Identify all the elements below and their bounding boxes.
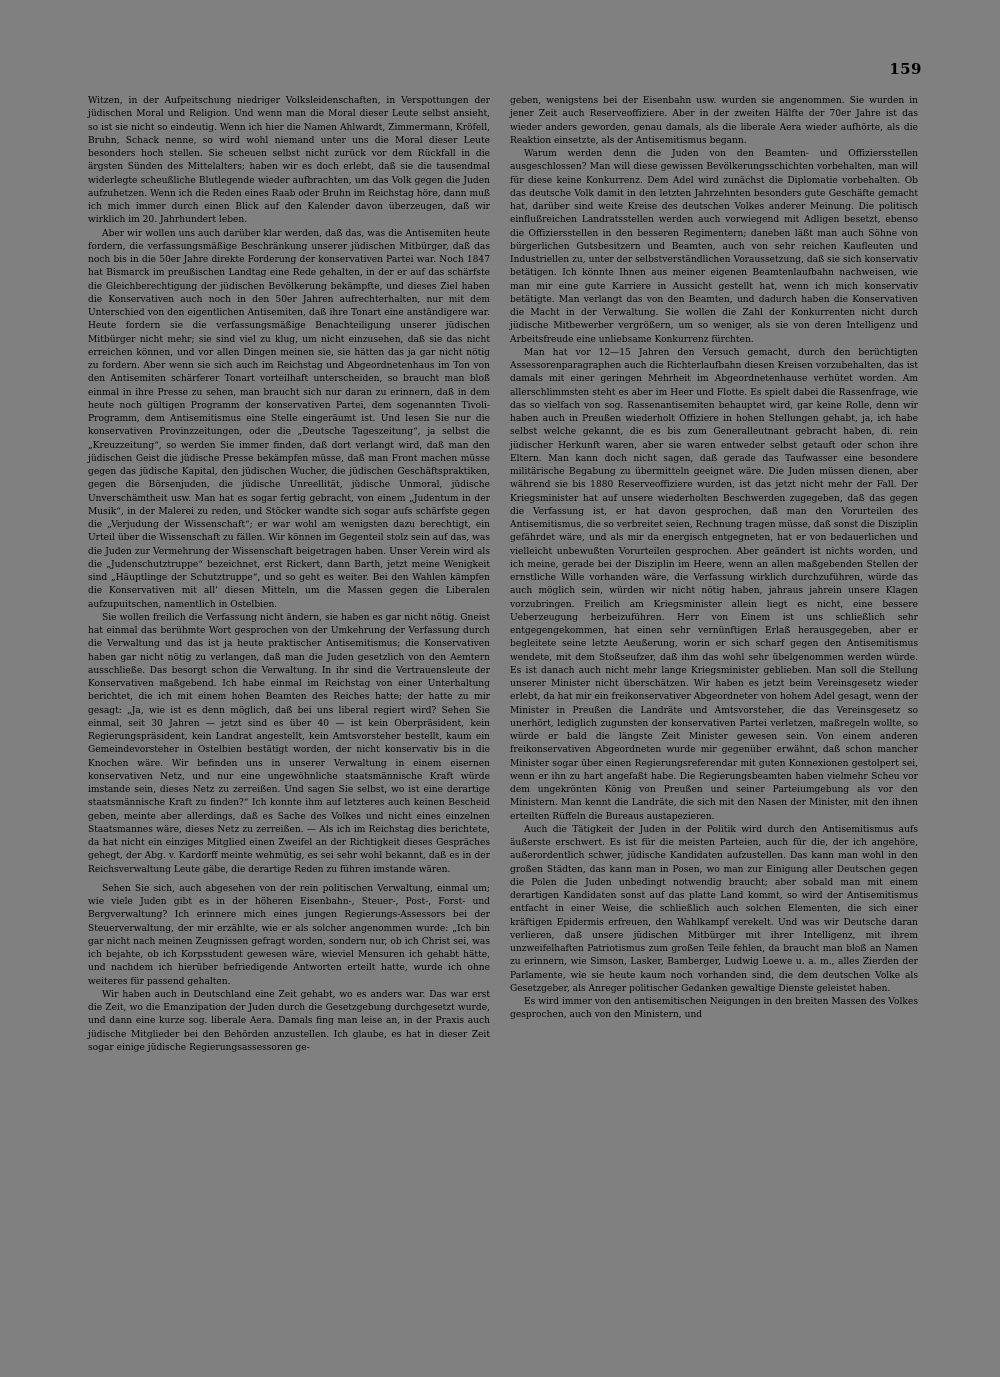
right-column	[510, 95, 918, 1023]
paragraph: Man hat vor 12—15 Jahren den Versuch gemacht, durch den berüchtigten Assessorenparagraphen auch die Richterlaufbahn diesen Kreisen vorzubehalten, das ist damals mit einer geringen Mehrheit im Abgeordnetenhause verhütet worden. Am allerschlimmsten steht es aber im Heer und Flotte. Es spielt dabei die Rassenfrage, wie das so vielfach von sog. Rassenantisemiten behauptet wird, gar keine Rolle, denn wir haben auch in Preußen wiederholt Offiziere in hohen Stellungen gehabt, ja, ich habe selbst welche gekannt, die es bis zum Generalleutnant gebracht haben, di. rein jüdischer Herkunft waren, aber sie waren entweder selbst getauft oder schon ihre Eltern. Man kann doch nicht sagen, daß gerade das Taufwasser eine besondere militärische Begabung zu übermitteln geeignet wäre. Die Juden müssen dienen, aber während sie bis 1880 Reserveoffiziere wurden, ist das jetzt nicht mehr der Fall. Der Kriegsminister hat auf unsere wiederholten Beschwerden zugegeben, daß das gegen die Verfassung ist, er hat davon gesprochen, daß man den Vorurteilen des Antisemitismus, die so verbreitet seien, Rechnung tragen müsse, daß sonst die Disziplin gefährdet wäre, und als mir da energisch entgegneten, hat er von bedauerlichen und vielleicht unbewußten Vorurteilen gesprochen. Aber geändert ist nichts worden, und ich meine, gerade bei der Disziplin im Heere, wenn an allen maßgebenden Stellen der ernstliche Wille vorhanden wäre, die Verfassung wirklich durchzuführen, würde das auch möglich sein, würden wir nicht nötig haben, jahraus jahrein unsere Klagen vorzubringen. Freilich am Kriegsminister allein liegt es nicht, eine bessere Ueberzeugung herbeizuführen. Herr von Einem ist uns schließlich sehr entgegengekommen, hat einen sehr vernünftigen Erlaß herausgegeben, aber er begleitete seine letzte Aeußerung, worin er sich scharf gegen den Antisemitismus wendete, mit dem Stoßseufzer, daß ihm das wohl sehr übelgenommen werden würde. Es ist danach auch nicht mehr lange Kriegsminister geblieben. Man soll die Stellung unserer Minister nicht überschätzen. Wir haben es jetzt beim Vereinsgesetz wieder erlebt, da hat mir ein freikonservativer Abgeordneter von hohem Adel gesagt, wenn der Minister in Preußen die Landräte und Amtsvorsteher, die das Vereinsgesetz so unerhört, lediglich zugunsten der konservativen Partei verletzen, maßregeln wollte, so würde er bald die längste Zeit Minister gewesen sein. Von einem anderen freikonservativen Abgeordneten wurde mir gegenüber erwähnt, daß schon mancher Minister sogar über einen Regierungsreferendar mit guten Konnexionen gestolpert sei, wenn er ihn zu hart angefaßt habe. Die Regierungsbeamten haben vielmehr Scheu vor dem ungekrönten König von Preußen und seiner Parteiumgebung als vor den Ministern. Man kennt die Landräte, die sich mit den Nasen der Minister, mit den ihnen erteilten Rüffeln die Bureaus austapezieren.	[510, 347, 918, 822]
paragraph: Aber wir wollen uns auch darüber klar werden, daß das, was die Antisemiten heute fordern, die verfassungsmäßige Beschränkung unserer jüdischen Mitbürger, daß das noch bis in die 50er Jahre direkte Forderung der konservativen Partei war. Noch 1847 hat Bismarck im preußischen Landtag eine Rede gehalten, in der er auf das schärfste die Gleichberechtigung der jüdischen Bevölkerung bekämpfte, und dieses Ziel haben die Konservativen auch noch in den 50er Jahren aufrechterhalten, nur mit dem Unterschied von den eigentlichen Antisemiten, daß ihre Tonart eine anständigere war. Heute fordern sie die verfassungsmäßige Benachteiligung unserer jüdischen Mitbürger nicht mehr; sie sind viel zu klug, um nicht einzusehen, daß sie das nicht erreichen können, und vor allen Dingen meinen sie, sie hätten das ja gar nicht nötig zu fordern. Aber wenn sie sich auch im Reichstag und Abgeordnetenhaus im Ton von den Antisemiten schärferer Tonart vorteilhaft unterscheiden, so braucht man bloß einmal in ihre Presse zu sehen, man braucht sich nur daran zu erinnern, daß in dem heute noch gültigen Programm der konservativen Partei, dem sogenannten Tivoli-Programm, dem Antisemitismus eine Stelle eingeräumt ist. Und lesen Sie nur die konservativen Provinzzeitungen, oder die „Deutsche Tageszeitung“, ja selbst die „Kreuzzeitung“, so werden Sie immer finden, daß dort verlangt wird, daß man den jüdischen Geist die jüdische Presse bekämpfen müsse, daß man Front machen müsse gegen das jüdische Kapital, den jüdischen Wucher, die jüdischen Geschäftspraktiken, gegen die Börsenjuden, die jüdische Unreellität, jüdische Unmoral, jüdische Unverschämtheit usw. Man hat es sogar fertig gebracht, von einem „Judentum in der Musik“, in der Malerei zu reden, und Stöcker wandte sich sogar aufs schärfste gegen die „Verjudung der Wissenschaft“; er war wohl am wenigsten dazu berechtigt, ein Urteil über die Wissenschaft zu fällen. Wir können im Gegenteil stolz sein auf das, was die Juden zur Vermehrung der Wissenschaft beigetragen haben. Unser Verein wird als die „Judenschutztruppe“ bezeichnet, erst Rickert, dann Barth, jetzt meine Wenigkeit sind „Häuptlinge der Schutztruppe“, und so geht es weiter. Bei den Wahlen kämpfen die Konservativen mit all' diesen Mitteln, um die Massen gegen die Liberalen aufzupuitschen, namentlich in Ostelbien.	[88, 228, 490, 610]
paragraph: Sie wollen freilich die Verfassung nicht ändern, sie haben es gar nicht nötig. Gneist hat einmal das berühmte Wort gesprochen von der Umkehrung der Verfassung durch die Verwaltung und das ist ja heute praktischer Antisemitismus; die Konservativen haben gar nicht nötig zu verlangen, daß man die Juden gesetzlich von den Aemtern ausschließe. Das besorgt schon die Verwaltung. In ihr sind die Vertrauensleute der Konservativen maßgebend. Ich habe einmal im Reichstag von einer Unterhaltung berichtet, die ich mit einem hohen Beamten des Reiches hatte; der hatte zu mir gesagt: „Ja, wie ist es denn möglich, daß bei uns liberal regiert wird? Sehen Sie einmal, seit 30 Jahren — jetzt sind es über 40 — ist kein Oberpräsident, kein Regierungspräsident, kein Landrat angestellt, kein Amtsvorsteher bestellt, kaum ein Gemeindevorsteher in Ostelbien bestätigt worden, der nicht konservativ bis in die Knochen wäre. Wir befinden uns in unserer Verwaltung in einem eisernen konservativen Netz, und nur eine ungewöhnliche staatsmännische Kraft würde imstande sein, dieses Netz zu zerreißen. Und sagen Sie selbst, wo ist eine derartige staatsmännische Kraft zu finden?“ Ich konnte ihm auf letzteres auch keinen Bescheid geben, meinte aber allerdings, daß es Sache des Volkes und nicht eines einzelnen Staatsmannes wäre, dieses Netz zu zerreißen. — Als ich im Reichstag dies berichtete, da hat nicht ein einziges Mitglied einen Zweifel an der Richtigkeit dieses Gespräches gehegt, der Abg. v. Kardorff meinte wehmütig, es sei sehr wohl bekannt, daß es in der Reichsverwaltung Leute gäbe, die derartige Reden zu führen imstande wären.	[88, 612, 490, 875]
paragraph: Witzen, in der Aufpeitschung niedriger Volksleidenschaften, in Verspottungen der jüdischen Moral und Religion. Und wenn man die Moral dieser Leute selbst ansieht, so ist sie nicht so eindeutig. Wenn ich hier die Namen Ahlwardt, Zimmermann, Kröfell, Bruhn, Schack nenne, so wird wohl niemand unter uns die Moral dieser Leute besonders hoch stellen. Sie scheuen selbst nicht zurück vor dem Rückfall in die ärgsten Sünden des Mittelalters; haben wir es doch erlebt, daß sie die tausendmal widerlegte scheußliche Blutlegende wieder aufbrachten, um das Volk gegen die Juden aufzuhetzen. Wenn ich die Reden eines Raab oder Bruhn im Reichstag höre, dann muß ich mich immer durch einen Blick auf den Kalender davon überzeugen, daß wir wirklich im 20. Jahrhundert leben.	[88, 96, 490, 226]
paragraph: Wir haben auch in Deutschland eine Zeit gehabt, wo es anders war. Das war erst die Zeit, wo die Emanzipation der Juden durch die Gesetzgebung durchgesetzt wurde, und dann eine kurze sog. liberale Aera. Damals fing man leise an, in der Praxis auch jüdische Mitglieder bei den Behörden anzustellen. Ich glaube, es hat in dieser Zeit sogar einige jüdische Regierungsassessoren ge-	[88, 989, 490, 1053]
paragraph: Auch die Tätigkeit der Juden in der Politik wird durch den Antisemitismus aufs äußerste erschwert. Es ist für die meisten Parteien, auch für die, der ich angehöre, außerordentlich schwer, jüdische Kandidaten aufzustellen. Das kann man wohl in den großen Städten, das kann man in Posen, wo man zur Einigung aller Deutschen gegen die Polen die Juden unbedingt notwendig braucht; aber sobald man mit einem derartigen Kandidaten sonst auf das platte Land kommt, so wird der Antisemitismus entfacht in einer Weise, die schließlich auch solchen Elementen, die sich einer kräftigen Epidermis erfreuen, den Wahlkampf verekelt. Und was wir Deutsche daran verlieren, daß unsere jüdischen Mitbürger mit ihrer Intelligenz, mit ihrem unzweifelhaften Patriotismus zum großen Teile fehlen, da braucht man bloß an Namen zu erinnern, wie Simson, Lasker, Bamberger, Ludwig Loewe u. a. m., alles Zierden der Parlamente, wie sie heute kaum noch vorhanden sind, die dem deutschen Volke als Gesetzgeber, als Anreger politischer Gedanken gewaltige Dienste geleistet haben.	[510, 824, 918, 994]
paragraph: Es wird immer von den antisemitischen Neigungen in den breiten Massen des Volkes gesprochen, auch von den Ministern, und	[510, 997, 918, 1021]
page-number: 159	[889, 60, 922, 78]
paragraph: Warum werden denn die Juden von den Beamten- und Offiziersstellen ausgeschlossen? Man will diese gewissen Bevölkerungsschichten vorbehalten, man will für diese keine Konkurrenz. Dem Adel wird zunächst die Diplomatie vorbehalten. Ob das deutsche Volk damit in den letzten Jahrzehnten besonders gute Geschäfte gemacht hat, darüber sind weite Kreise des deutschen Volkes anderer Meinung. Die politisch einflußreichen Landratsstellen werden auch vorwiegend mit Adligen besetzt, ebenso die Offiziersstellen in den besseren Regimentern; daneben läßt man auch Söhne von bürgerlichen Gutsbesitzern und Beamten, auch von sehr reichen Kaufleuten und Industriellen zu, unter der selbstverständlichen Voraussetzung, daß sie sich konservativ betätigen. Ich könnte Ihnen aus meiner eigenen Beamtenlaufbahn nachweisen, wie man mir eine gute Karriere in Aussicht gestellt hat, wenn ich mich konservativ betätigte. Man verlangt das von den Beamten, und dadurch haben die Konservativen die Macht in der Verwaltung. Sie wollen die Zahl der Konkurrenten nicht durch jüdische Mitbewerber vergrößern, um so weniger, als sie von deren Intelligenz und Arbeitsfreude eine unliebsame Konkurrenz fürchten.	[510, 149, 918, 345]
left-column	[88, 95, 490, 1055]
paragraph: Sehen Sie sich, auch abgesehen von der rein politischen Verwaltung, einmal um; wie viele Juden gibt es in der höheren Eisenbahn-, Steuer-, Post-, Forst- und Bergverwaltung? Ich erinnere mich eines jungen Regierungs-Assessors bei der Steuerverwaltung, der mir erzählte, wie er als solcher angenommen wurde: „Ich bin gar nicht nach meinen Zeugnissen gefragt worden, sondern nur, ob ich Christ sei, was ich bejahte, ob ich Korpsstudent gewesen wäre, wieviel Mensuren ich gehabt hätte, und nachdem ich hierüber befriedigende Antworten erteilt hatte, wurde ich ohne weiteres für passend gehalten.	[88, 883, 490, 987]
paragraph: geben, wenigstens bei der Eisenbahn usw. wurden sie angenommen. Sie wurden in jener Zeit auch Reserveoffiziere. Aber in der zweiten Hälfte der 70er Jahre ist das wieder anders geworden, genau damals, als die liberale Aera wieder aufhörte, als die Reaktion einsetzte, als der Antisemitismus begann.	[510, 96, 918, 146]
